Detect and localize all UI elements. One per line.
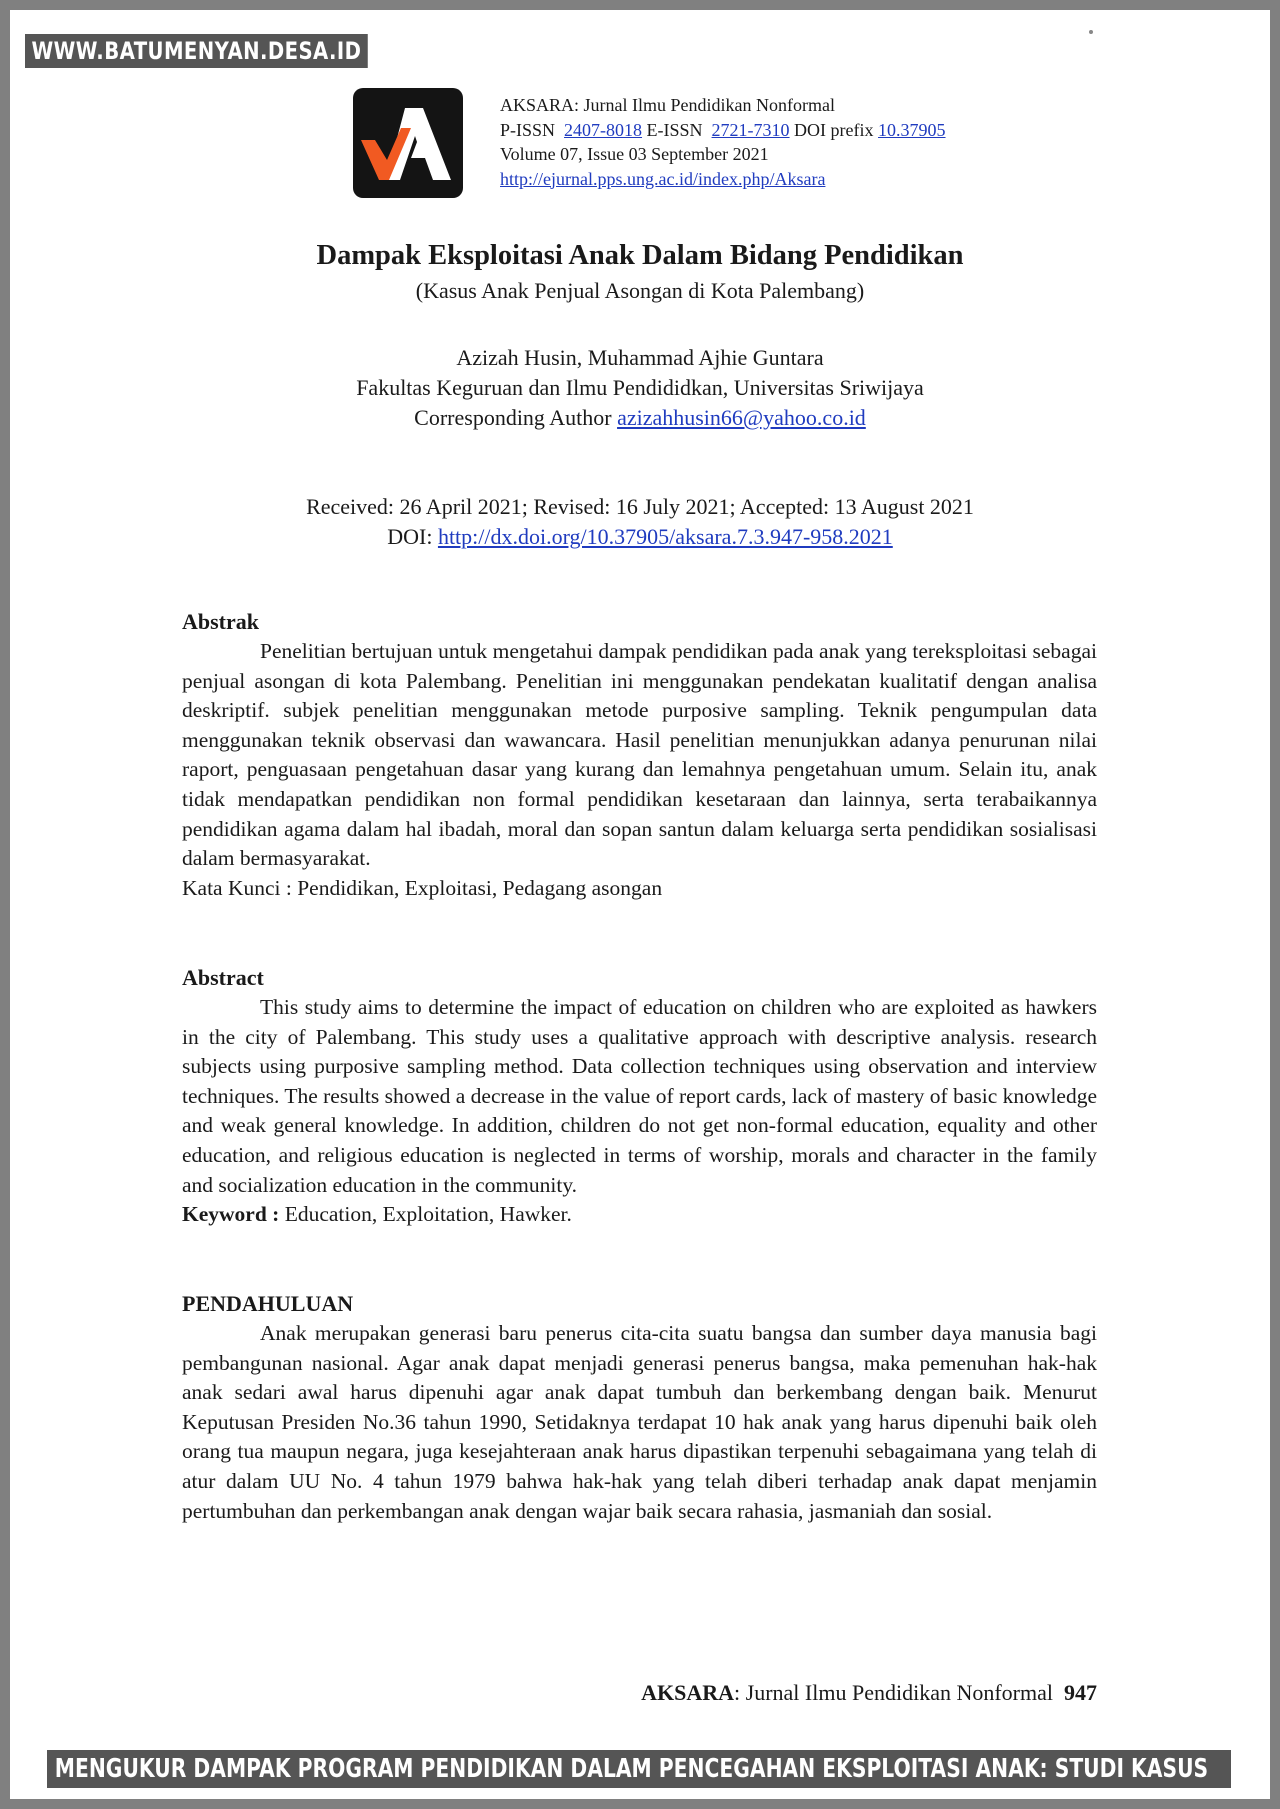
eissn-label: E-ISSN bbox=[646, 119, 703, 140]
submission-dates: Received: 26 April 2021; Revised: 16 July 2021; Accepted: 13 August 2021 bbox=[306, 494, 974, 519]
page-number: 947 bbox=[1064, 1680, 1097, 1705]
corresponding-label: Corresponding Author bbox=[414, 405, 612, 430]
affiliation: Fakultas Keguruan dan Ilmu Pendididkan, Universitas Sriwijaya bbox=[356, 375, 924, 400]
aksara-logo-icon bbox=[353, 88, 463, 198]
page-footer bbox=[10, 1680, 1097, 1706]
abstract-heading: Abstract bbox=[182, 965, 264, 990]
doi-link[interactable]: http://dx.doi.org/10.37905/aksara.7.3.947-958.2021 bbox=[437, 524, 893, 549]
article-subtitle: (Kasus Anak Penjual Asongan di Kota Palembang) bbox=[415, 278, 865, 303]
speck bbox=[1089, 30, 1093, 34]
abstrak-heading: Abstrak bbox=[182, 609, 260, 634]
footer-journal-rest: : Jurnal Ilmu Pendidikan Nonformal bbox=[734, 1680, 1053, 1705]
journal-name: AKSARA: Jurnal Ilmu Pendidikan Nonformal bbox=[500, 95, 835, 115]
abstrak-section bbox=[182, 607, 1097, 903]
dates-block bbox=[10, 492, 1270, 552]
doi-row bbox=[10, 522, 1270, 552]
journal-info bbox=[500, 93, 946, 191]
keywords: Education, Exploitation, Hawker. bbox=[284, 1202, 572, 1227]
authors: Azizah Husin, Muhammad Ajhie Guntara bbox=[456, 345, 824, 370]
author-block bbox=[10, 343, 1270, 433]
doi-prefix-label: DOI prefix bbox=[794, 119, 874, 140]
email-link[interactable]: azizahhusin66@yahoo.co.id bbox=[617, 405, 866, 430]
abstract-section bbox=[182, 963, 1097, 1230]
pendahuluan-section bbox=[182, 1289, 1097, 1526]
document-page bbox=[10, 10, 1270, 1799]
site-watermark-banner: WWW.BATUMENYAN.DESA.ID bbox=[25, 34, 368, 68]
bottom-caption-banner bbox=[47, 1750, 1231, 1788]
pendahuluan-text: Anak merupakan generasi baru penerus cita-cita suatu bangsa dan sumber daya manusia bagi pembangunan nasional. Agar anak dapat menjadi generasi penerus bangsa, maka pemenuhan hak-hak anak sedari awal harus dipenuhi agar anak dapat tumbuh dan berkembang dengan baik. Menurut Keputusan Presiden No.36 tahun 1990, Setidaknya terdapat 10 hak anak yang harus dipenuhi baik oleh orang tua maupun negara, juga kesejahteraan anak harus dipastikan terpenuhi sebagaimana yang telah di atur dalam UU No. 4 tahun 1979 bahwa hak-hak yang telah diberi terhadap anak dapat menjamin pertumbuhan dan perkembangan anak dengan wajar baik secara rahasia, jasmaniah dan sosial. bbox=[182, 1321, 1097, 1523]
journal-url-link[interactable]: http://ejurnal.pps.ung.ac.id/index.php/Aksara bbox=[500, 168, 826, 189]
keywords-row bbox=[182, 1200, 1097, 1230]
pissn-link[interactable]: 2407-8018 bbox=[564, 119, 643, 140]
kata-kunci: Kata Kunci : Pendidikan, Exploitasi, Pedagang asongan bbox=[182, 875, 663, 900]
volume-info: Volume 07, Issue 03 September 2021 bbox=[500, 144, 769, 164]
keyword-label: Keyword : bbox=[182, 1202, 280, 1227]
pendahuluan-heading: PENDAHULUAN bbox=[182, 1291, 354, 1316]
doi-label: DOI: bbox=[387, 524, 433, 549]
pissn-label: P-ISSN bbox=[500, 119, 556, 140]
abstract-text: This study aims to determine the impact of education on children who are exploited as hawkers in the city of Palembang. This study uses a qualitative approach with descriptive analysis. research subjects using purposive sampling method. Data collection techniques using observation and interview techniques. The results showed a decrease in the value of report cards, lack of mastery of basic knowledge and weak general knowledge. In addition, children do not get non-formal education, equality and other education, and religious education is neglected in terms of worship, morals and character in the family and socialization education in the community. bbox=[182, 995, 1097, 1197]
doi-prefix-link[interactable]: 10.37905 bbox=[878, 119, 946, 140]
issn-row bbox=[500, 118, 946, 143]
footer-journal-short: AKSARA bbox=[641, 1680, 735, 1705]
article-title: Dampak Eksploitasi Anak Dalam Bidang Pendidikan bbox=[316, 240, 964, 271]
eissn-link[interactable]: 2721-7310 bbox=[711, 119, 790, 140]
abstrak-text: Penelitian bertujuan untuk mengetahui dampak pendidikan pada anak yang tereksploitasi sebagai penjual asongan di kota Palembang. Penelitian ini menggunakan pendekatan kualitatif dengan analisa deskriptif. subjek penelitian menggunakan metode purposive sampling. Teknik pengumpulan data menggunakan teknik observasi dan wawancara. Hasil penelitian menunjukkan adanya penurunan nilai raport, penguasaan pengetahuan dasar yang kurang dan lemahnya pengetahuan umum. Selain itu, anak tidak mendapatkan pendidikan non formal pendidikan kesetaraan dan lainnya, serta terabaikannya pendidikan agama dalam hal ibadah, moral dan sopan santun dalam keluarga serta pendidikan sosialisasi dalam bermasyarakat. bbox=[182, 639, 1097, 871]
bottom-caption-text: MENGUKUR DAMPAK PROGRAM PENDIDIKAN DALAM PENCEGAHAN EKSPLOITASI ANAK: STUDI KASUS bbox=[54, 1754, 1209, 1784]
corresponding-author bbox=[10, 403, 1270, 433]
